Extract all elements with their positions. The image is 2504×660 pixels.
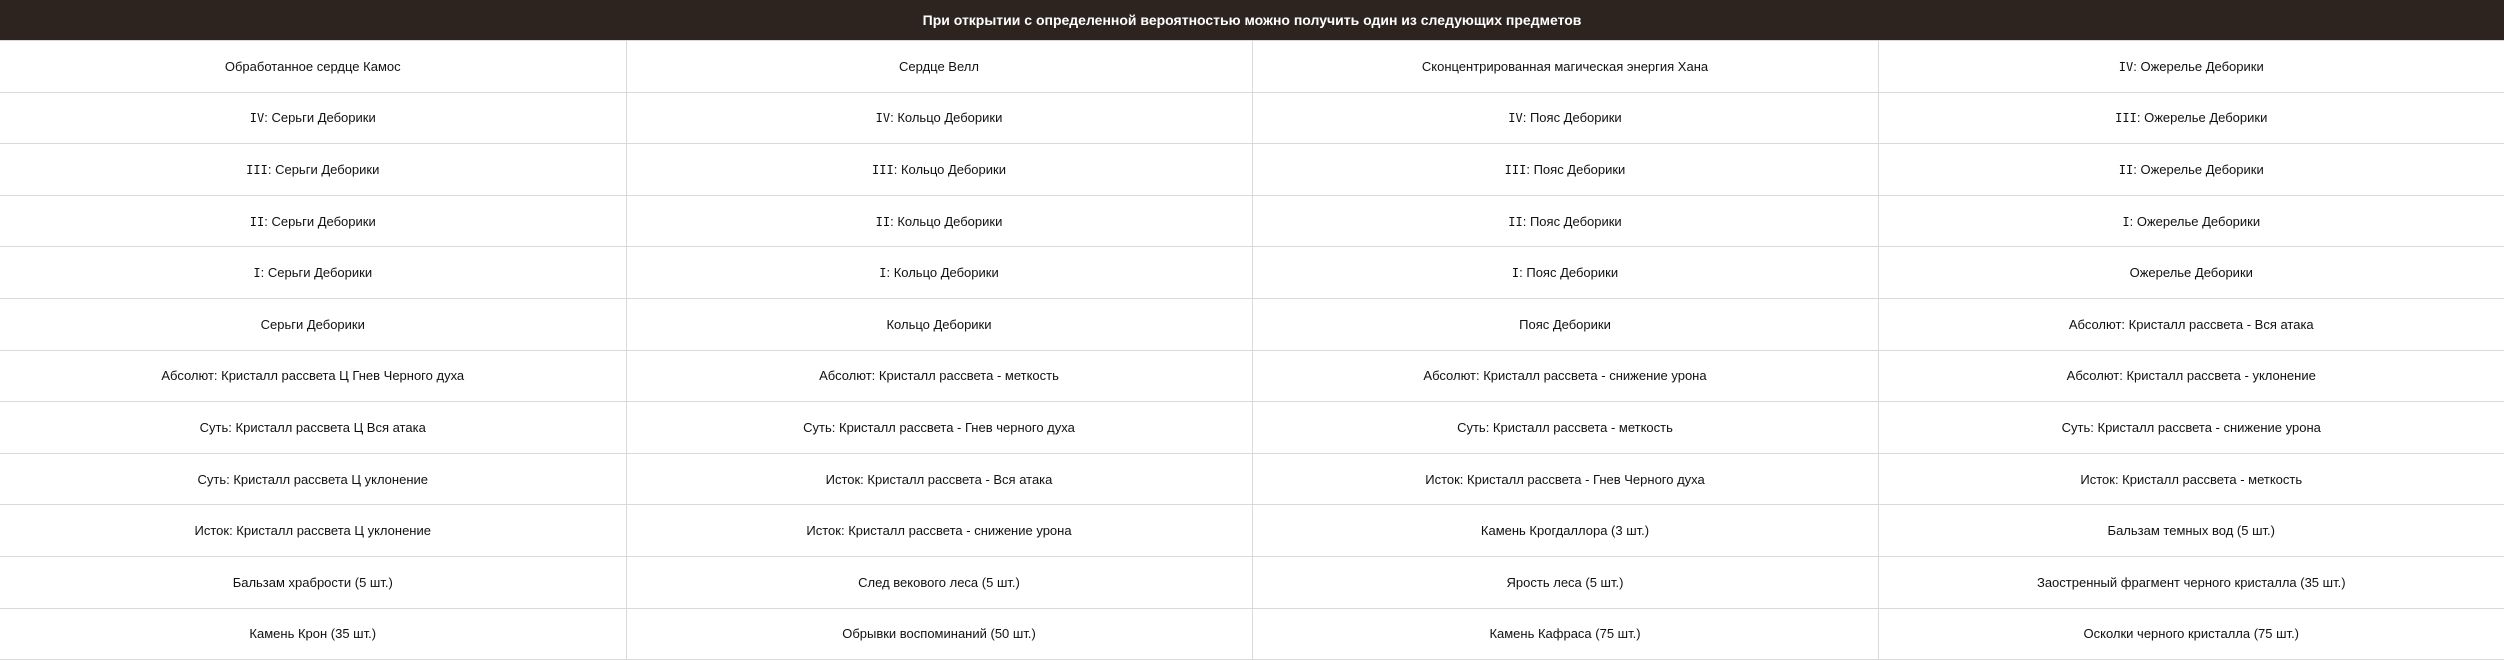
item-cell — [1252, 453, 1878, 505]
loot-table-body — [0, 41, 2504, 660]
item-name: Исток: Кристалл рассвета - снижение урона — [806, 523, 1072, 539]
item-cell — [1878, 402, 2504, 454]
item-cell — [1878, 144, 2504, 196]
item-name: Исток: Кристалл рассвета Ц уклонение — [194, 523, 431, 539]
item-cell — [0, 247, 626, 299]
table-header: При открытии с определенной вероятностью можно получить один из следующих предметов — [0, 0, 2504, 41]
item-cell — [0, 453, 626, 505]
item-tier: III — [1504, 162, 1527, 177]
item-cell — [1878, 350, 2504, 402]
item-name: Абсолют: Кристалл рассвета - уклонение — [2066, 368, 2316, 384]
item-tier: III — [2115, 111, 2137, 126]
item-name: : Ожерелье Деборики — [2129, 213, 2261, 229]
item-name: : Кольцо Деборики — [893, 161, 1006, 177]
item-cell — [0, 92, 626, 144]
item-cell — [0, 402, 626, 454]
item-cell — [1252, 144, 1878, 196]
item-cell — [0, 505, 626, 557]
item-cell — [0, 608, 626, 660]
item-name: Исток: Кристалл рассвета - Вся атака — [825, 471, 1053, 487]
item-tier: I — [253, 266, 261, 281]
item-name: Камень Крон (35 шт.) — [249, 626, 377, 642]
item-cell — [626, 556, 1252, 608]
item-name: Осколки черного кристалла (75 шт.) — [2083, 626, 2300, 642]
item-cell — [1878, 247, 2504, 299]
item-name: Ожерелье Деборики — [2129, 265, 2253, 281]
item-cell — [1878, 556, 2504, 608]
item-cell — [626, 92, 1252, 144]
table-row — [0, 453, 2504, 505]
item-cell — [0, 298, 626, 350]
item-name: : Кольцо Деборики — [886, 265, 999, 281]
item-cell — [0, 350, 626, 402]
item-name: Пояс Деборики — [1519, 316, 1611, 332]
table-row — [0, 608, 2504, 660]
item-name: Камень Кафраса (75 шт.) — [1489, 626, 1641, 642]
item-tier: II — [2118, 162, 2134, 177]
item-name: След векового леса (5 шт.) — [858, 574, 1020, 590]
item-cell — [0, 144, 626, 196]
table-row — [0, 298, 2504, 350]
table-row — [0, 41, 2504, 93]
item-cell — [626, 402, 1252, 454]
item-cell — [1878, 195, 2504, 247]
item-tier: I — [1511, 266, 1520, 281]
item-cell — [1252, 505, 1878, 557]
item-name: Заостренный фрагмент черного кристалла (35 шт.) — [2036, 574, 2346, 590]
item-cell — [0, 41, 626, 93]
item-tier: IV — [249, 111, 265, 126]
item-tier: IV — [875, 111, 891, 126]
item-cell — [1878, 608, 2504, 660]
item-cell — [626, 350, 1252, 402]
item-name: Серьги Деборики — [260, 316, 365, 332]
item-name: : Ожерелье Деборики — [2133, 161, 2264, 177]
item-name: : Пояс Деборики — [1519, 265, 1619, 281]
item-name: Абсолют: Кристалл рассвета - меткость — [819, 368, 1059, 384]
item-name: Исток: Кристалл рассвета - Гнев Черного духа — [1425, 471, 1705, 487]
item-tier: I — [2122, 214, 2130, 229]
table-row — [0, 195, 2504, 247]
item-name: Бальзам храбрости (5 шт.) — [232, 574, 393, 590]
item-name: Суть: Кристалл рассвета - снижение урона — [2061, 419, 2321, 435]
item-name: : Кольцо Деборики — [890, 213, 1003, 229]
item-cell — [1878, 453, 2504, 505]
item-cell — [626, 41, 1252, 93]
item-name: Суть: Кристалл рассвета Ц уклонение — [197, 471, 428, 487]
item-cell — [0, 195, 626, 247]
item-cell — [1252, 92, 1878, 144]
item-cell — [626, 453, 1252, 505]
item-cell — [1252, 247, 1878, 299]
item-cell — [1252, 41, 1878, 93]
item-cell — [1252, 195, 1878, 247]
item-name: Суть: Кристалл рассвета - меткость — [1457, 419, 1673, 435]
item-name: : Кольцо Деборики — [890, 110, 1003, 126]
item-name: Кольцо Деборики — [886, 316, 992, 332]
item-name: : Ожерелье Деборики — [2133, 58, 2264, 74]
loot-table-head — [0, 0, 2504, 41]
header-row — [0, 0, 2504, 41]
item-name: Сконцентрированная магическая энергия Хана — [1421, 58, 1709, 74]
table-row — [0, 505, 2504, 557]
table-row — [0, 247, 2504, 299]
item-name: : Серьги Деборики — [267, 161, 380, 177]
item-tier: III — [872, 162, 894, 177]
item-cell — [0, 556, 626, 608]
item-cell — [1252, 298, 1878, 350]
item-name: Абсолют: Кристалл рассвета - Вся атака — [2068, 316, 2314, 332]
item-name: : Ожерелье Деборики — [2136, 110, 2268, 126]
item-cell — [1878, 92, 2504, 144]
item-name: Абсолют: Кристалл рассвета - снижение урона — [1423, 368, 1707, 384]
item-cell — [626, 195, 1252, 247]
item-tier: II — [249, 214, 265, 229]
item-name: Исток: Кристалл рассвета - меткость — [2080, 471, 2303, 487]
item-cell — [1252, 402, 1878, 454]
table-row — [0, 402, 2504, 454]
item-name: Суть: Кристалл рассвета - Гнев черного духа — [803, 419, 1075, 435]
item-name: : Серьги Деборики — [264, 110, 376, 126]
item-tier: IV — [1508, 111, 1523, 126]
item-name: Обрывки воспоминаний (50 шт.) — [842, 626, 1036, 642]
item-cell — [626, 608, 1252, 660]
item-cell — [626, 505, 1252, 557]
table-row — [0, 556, 2504, 608]
item-name: Абсолют: Кристалл рассвета Ц Гнев Черного духа — [161, 368, 465, 384]
item-tier: II — [1508, 214, 1523, 229]
item-cell — [1252, 556, 1878, 608]
table-row — [0, 144, 2504, 196]
item-cell — [1878, 41, 2504, 93]
item-cell — [626, 247, 1252, 299]
item-tier: I — [879, 266, 887, 281]
item-cell — [1252, 608, 1878, 660]
item-cell — [626, 298, 1252, 350]
item-name: Бальзам темных вод (5 шт.) — [2107, 523, 2275, 539]
item-cell — [1878, 505, 2504, 557]
item-name: Камень Крогдаллора (3 шт.) — [1480, 523, 1650, 539]
item-name: Суть: Кристалл рассвета Ц Вся атака — [199, 419, 426, 435]
item-cell — [626, 144, 1252, 196]
item-name: Ярость леса (5 шт.) — [1506, 574, 1624, 590]
item-name: : Пояс Деборики — [1522, 110, 1622, 126]
item-tier: III — [246, 162, 268, 177]
item-tier: IV — [2118, 59, 2134, 74]
item-name: Обработанное сердце Камос — [224, 58, 401, 74]
item-name: : Серьги Деборики — [264, 213, 376, 229]
item-tier: II — [875, 214, 891, 229]
item-cell — [1252, 350, 1878, 402]
table-row — [0, 92, 2504, 144]
item-cell — [1878, 298, 2504, 350]
item-name: Сердце Велл — [899, 58, 979, 74]
item-name: : Пояс Деборики — [1522, 213, 1622, 229]
item-name: : Серьги Деборики — [260, 265, 373, 281]
table-row — [0, 350, 2504, 402]
item-name: : Пояс Деборики — [1526, 161, 1626, 177]
